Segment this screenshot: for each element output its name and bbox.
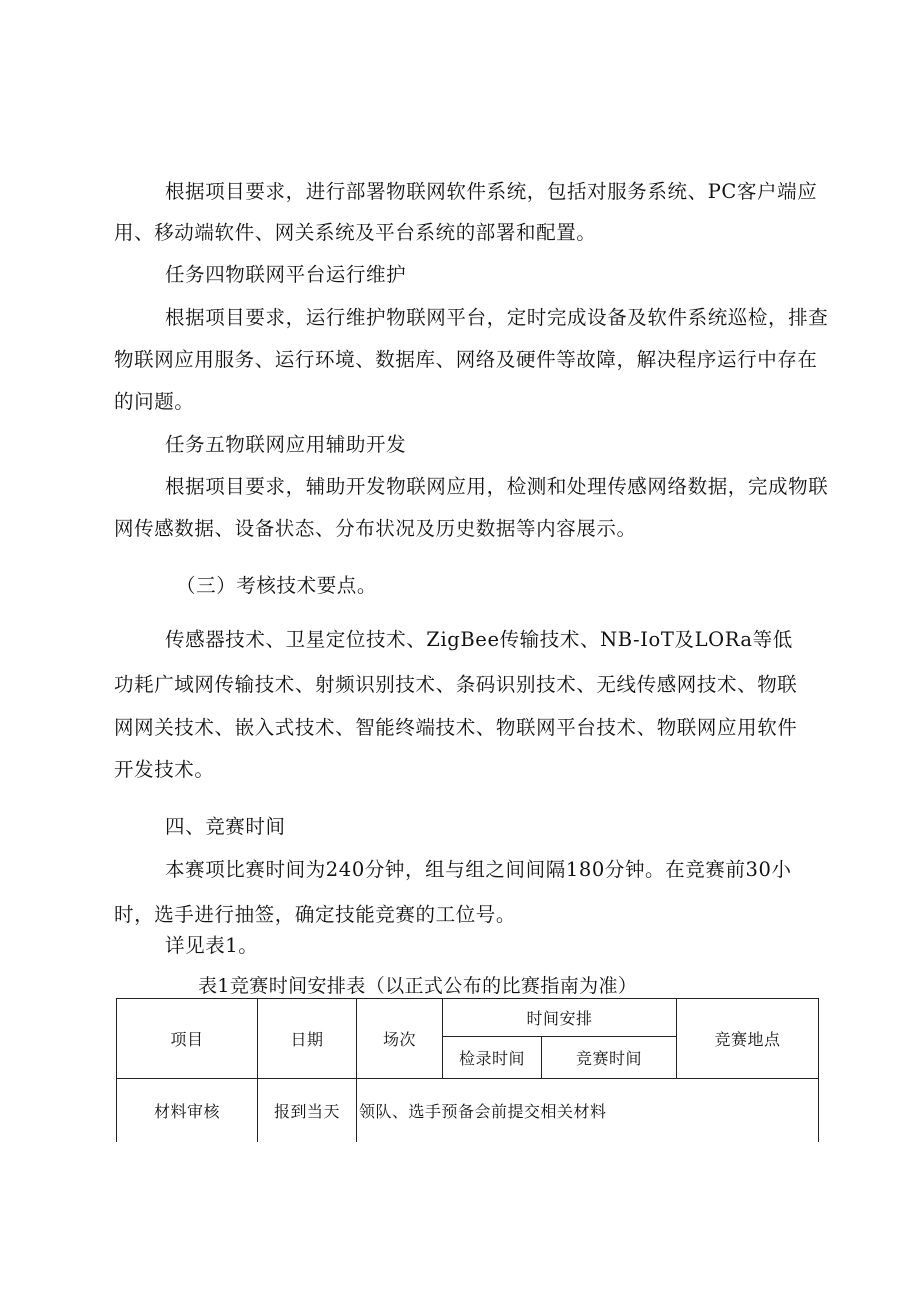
cell-date: 报到当天	[258, 1079, 357, 1143]
paragraph-maintain-line-2: 物联网应用服务、运行环境、数据库、网络及硬件等故障，解决程序运行中存在	[114, 348, 818, 371]
header-time-schedule: 时间安排	[443, 999, 677, 1037]
cell-item: 材料审核	[117, 1079, 258, 1143]
paragraph-tech-line-1: 传感器技术、卫星定位技术、ZigBee传输技术、NB-IoT及LORa等低	[165, 628, 793, 651]
paragraph-develop-line-2: 网传感数据、设备状态、分布状况及历史数据等内容展示。	[114, 517, 637, 540]
paragraph-tech-line-3: 网网关技术、嵌入式技术、智能终端技术、物联网平台技术、物联网应用软件	[114, 716, 798, 739]
paragraph-deploy-line-2: 用、移动端软件、网关系统及平台系统的部署和配置。	[114, 221, 597, 244]
table-caption: 表1竞赛时间安排表（以正式公布的比赛指南为准）	[198, 975, 638, 997]
heading-section-4: 四、竞赛时间	[165, 815, 286, 838]
paragraph-tech-line-2: 功耗广域网传输技术、射频识别技术、条码识别技术、无线传感网技术、物联	[114, 673, 798, 696]
header-item: 项目	[117, 999, 258, 1079]
header-checkin-time: 检录时间	[443, 1037, 542, 1079]
cell-note: 领队、选手预备会前提交相关材料	[357, 1079, 819, 1143]
table-row	[117, 1079, 819, 1143]
paragraph-tech-line-4: 开发技术。	[114, 758, 215, 781]
header-session: 场次	[357, 999, 443, 1079]
table-header-row	[117, 999, 819, 1037]
paragraph-deploy-line-1: 根据项目要求，进行部署物联网软件系统，包括对服务系统、PC客户端应	[165, 180, 818, 203]
paragraph-develop-line-1: 根据项目要求，辅助开发物联网应用，检测和处理传感网络数据，完成物联	[165, 475, 829, 498]
header-date: 日期	[258, 999, 357, 1079]
heading-task-4: 任务四物联网平台运行维护	[165, 263, 407, 286]
header-venue: 竞赛地点	[677, 999, 819, 1079]
paragraph-maintain-line-1: 根据项目要求，运行维护物联网平台，定时完成设备及软件系统巡检，排查	[165, 306, 829, 329]
heading-section-3: （三）考核技术要点。	[176, 574, 378, 597]
header-competition-time: 竞赛时间	[542, 1037, 677, 1079]
paragraph-time-line-2: 时，选手进行抽签，确定技能竞赛的工位号。	[114, 903, 517, 926]
paragraph-time-line-1: 本赛项比赛时间为240分钟，组与组之间间隔180分钟。在竞赛前30小	[165, 858, 792, 881]
paragraph-maintain-line-3: 的问题。	[114, 390, 195, 413]
paragraph-time-line-3: 详见表1。	[165, 934, 259, 957]
heading-task-5: 任务五物联网应用辅助开发	[165, 433, 407, 456]
schedule-table	[116, 998, 819, 1142]
